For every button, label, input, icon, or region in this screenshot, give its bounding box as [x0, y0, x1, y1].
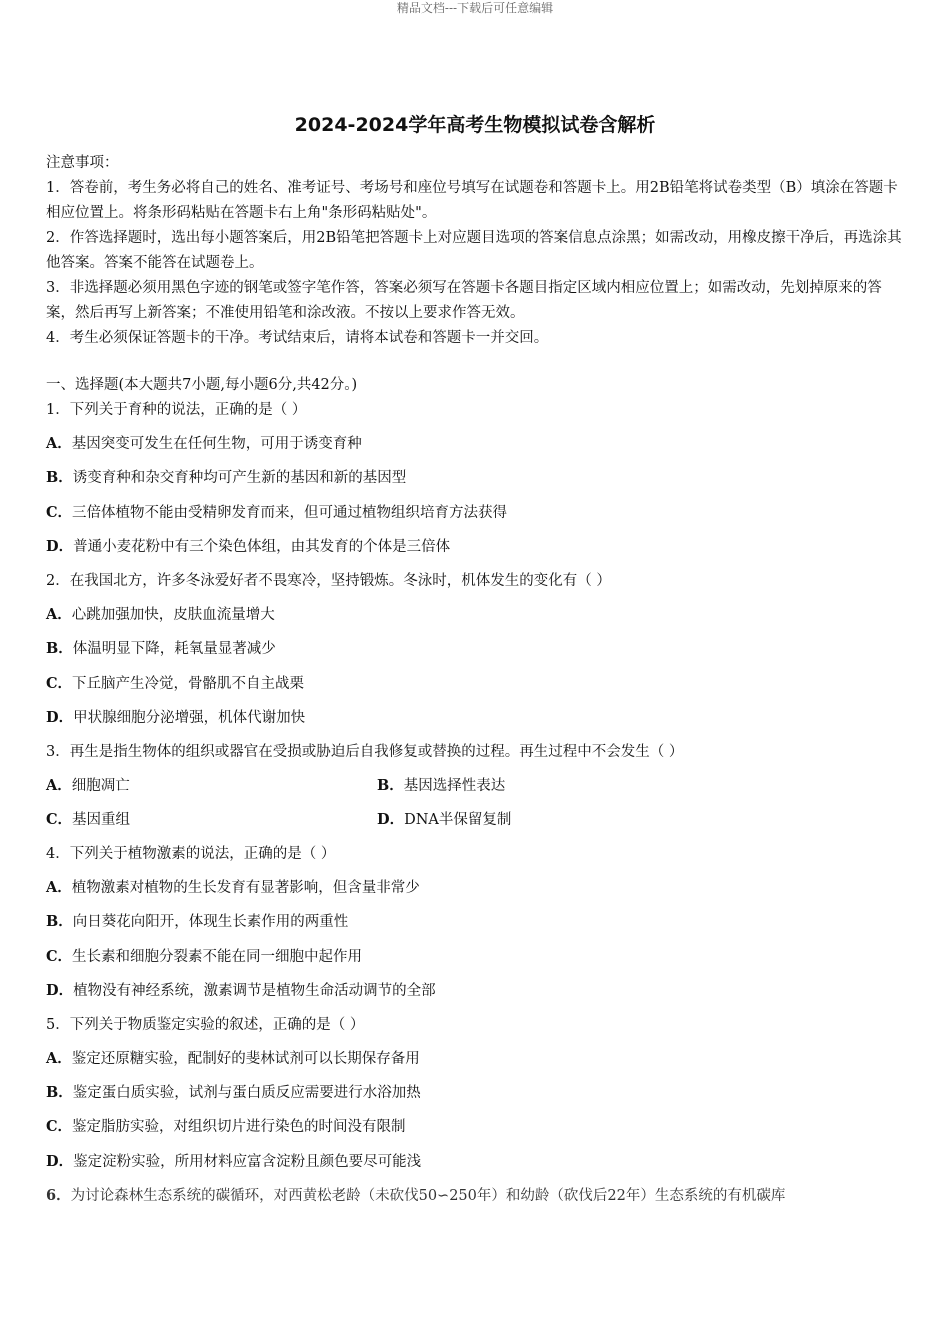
option-b: B．向日葵花向阳开，体现生长素作用的两重性: [46, 913, 349, 930]
option-d: D．甲状腺细胞分泌增强，机体代谢加快: [46, 709, 306, 726]
option-a: A．心跳加强加快，皮肤血流量增大: [46, 606, 275, 623]
option-b: B．诱变育种和杂交育种均可产生新的基因和新的基因型: [46, 469, 407, 486]
header-watermark: 精品文档---下载后可任意编辑: [396, 1, 554, 15]
option-b: B．鉴定蛋白质实验，试剂与蛋白质反应需要进行水浴加热: [46, 1084, 421, 1101]
option-a: A．细胞凋亡: [46, 777, 130, 794]
question-stem: 6．为讨论森林生态系统的碳循环，对西黄松老龄（未砍伐50∽250年）和幼龄（砍伐后22年）生态系统的有机碳库: [46, 1187, 786, 1204]
notice-block: [46, 151, 902, 351]
question-stem: 1．下列关于育种的说法，正确的是（ ）: [46, 402, 307, 418]
notice-item: 1．答卷前，考生务必将自己的姓名、准考证号、考场号和座位号填写在试题卷和答题卡上。用2B铅笔将试卷类型（B）填涂在答题卡相应位置上。将条形码粘贴在答题卡右上角"条形码粘贴处"。: [46, 180, 898, 221]
notice-item: 3．非选择题必须用黑色字迹的钢笔或签字笔作答，答案必须写在答题卡各题目指定区域内相应位置上；如需改动，先划掉原来的答案，然后再写上新答案；不准使用铅笔和涂改液。不按以上要求作答无效。: [46, 280, 882, 321]
question-stem: 3．再生是指生物体的组织或器官在受损或胁迫后自我修复或替换的过程。再生过程中不会发生（ ）: [46, 744, 684, 760]
option-a: A．鉴定还原糖实验，配制好的斐林试剂可以长期保存备用: [46, 1050, 420, 1067]
option-d: D．DNA半保留复制: [377, 811, 512, 828]
notice-item: 4．考生必须保证答题卡的干净。考试结束后，请将本试卷和答题卡一并交回。: [46, 330, 549, 346]
notice-heading: 注意事项：: [46, 155, 119, 171]
question-stem: 5．下列关于物质鉴定实验的叙述，正确的是（ ）: [46, 1017, 365, 1033]
option-b: B．基因选择性表达: [377, 777, 506, 794]
section-heading: 一、选择题(本大题共7小题,每小题6分,共42分。): [46, 377, 358, 393]
option-d: D．植物没有神经系统，激素调节是植物生命活动调节的全部: [46, 982, 436, 999]
page-title: 2024-2024学年高考生物模拟试卷含解析: [294, 114, 656, 136]
question-stem: 2．在我国北方，许多冬泳爱好者不畏寒冷，坚持锻炼。冬泳时，机体发生的变化有（ ）: [46, 573, 611, 589]
option-c: C．鉴定脂肪实验，对组织切片进行染色的时间没有限制: [46, 1118, 406, 1135]
option-c: C．生长素和细胞分裂素不能在同一细胞中起作用: [46, 948, 363, 965]
option-d: D．鉴定淀粉实验，所用材料应富含淀粉且颜色要尽可能浅: [46, 1153, 422, 1170]
notice-item: 2．作答选择题时，选出每小题答案后，用2B铅笔把答题卡上对应题目选项的答案信息点涂黑；如需改动，用橡皮擦干净后，再选涂其他答案。答案不能答在试题卷上。: [46, 230, 902, 271]
option-c: C．三倍体植物不能由受精卵发育而来，但可通过植物组织培育方法获得: [46, 504, 508, 521]
option-a: A．植物激素对植物的生长发育有显著影响，但含量非常少: [46, 879, 420, 896]
option-b: B．体温明显下降，耗氧量显著减少: [46, 640, 276, 657]
option-c: C．基因重组: [46, 811, 131, 828]
question-stem: 4．下列关于植物激素的说法，正确的是（ ）: [46, 846, 336, 862]
option-d: D．普通小麦花粉中有三个染色体组，由其发育的个体是三倍体: [46, 538, 451, 555]
option-c: C．下丘脑产生冷觉，骨骼肌不自主战栗: [46, 675, 305, 692]
option-a: A．基因突变可发生在任何生物，可用于诱变育种: [46, 435, 362, 452]
